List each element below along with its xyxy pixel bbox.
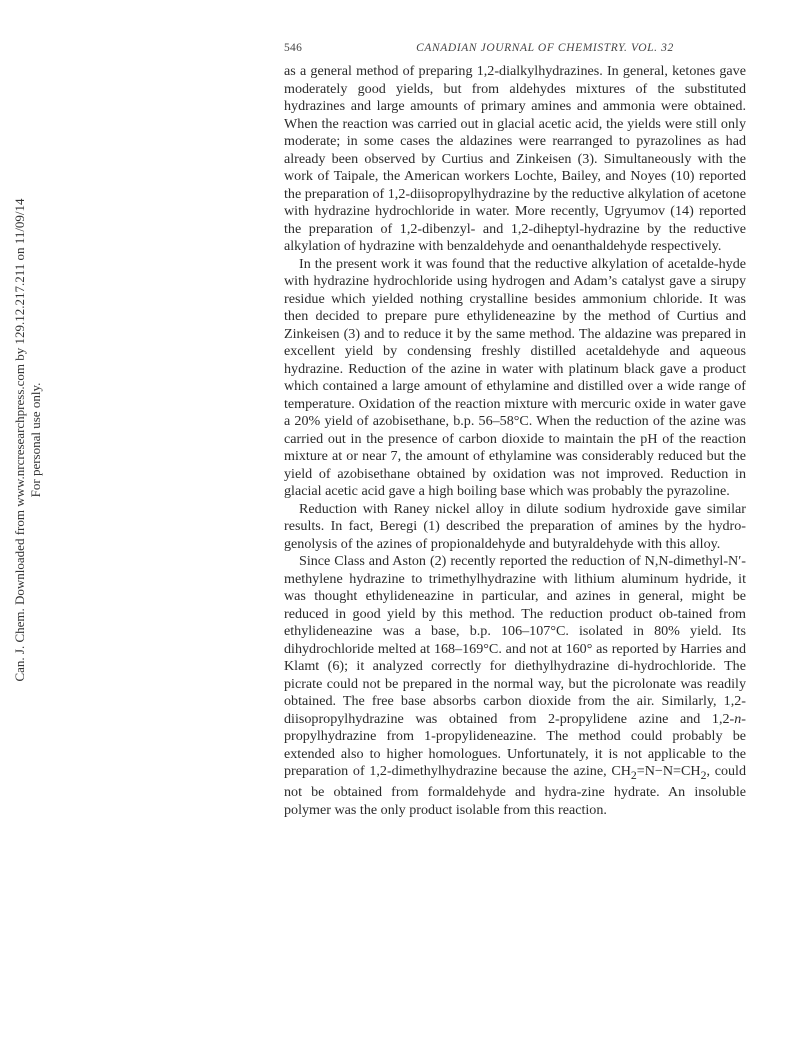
article-body xyxy=(284,63,746,819)
running-title: CANADIAN JOURNAL OF CHEMISTRY. VOL. 32 xyxy=(416,42,674,54)
download-watermark xyxy=(4,198,52,682)
paragraph-3: Reduction with Raney nickel alloy in dilute sodium hydroxide gave similar results. In fact, Beregi (1) described the preparation of amines by the hydro-genolysis of the azines of propionaldehyde and butyraldehyde with this alloy. xyxy=(284,500,746,552)
page-header xyxy=(284,42,746,58)
watermark-line-1: Can. J. Chem. Downloaded from www.nrcresearchpress.com by 129.12.217.211 on 11/09/14 xyxy=(12,198,27,682)
paragraph-2: In the present work it was found that the reductive alkylation of acetalde-hyde with hydrazine hydrochloride using hydrogen and Adam’s catalyst gave a sirupy residue which yielded nothing crystalline besides ammonium chloride. It was then decided to prepare pure ethylideneazine by the method of Curtius and Zinkeisen (3) and to reduce it by the same method. The aldazine was prepared in excellent yield by condensing freshly distilled acetaldehyde and aqueous hydrazine. Reduction of the azine in water with platinum black gave a product which contained a large amount of ethylamine and distilled over a wide range of temperature. Oxidation of the reaction mixture with mercuric oxide in water gave a 20% yield of azobisethane, b.p. 56–58°C. When the reduction of the azine was carried out in the presence of carbon dioxide to maintain the pH of the reaction mixture at or near 7, the amount of ethylamine was considerably reduced but the yield of azobisethane obtained by oxidation was not improved. Reduction in glacial acetic acid gave a high boiling base which was probably the pyrazoline. xyxy=(284,255,746,499)
paragraph-1: as a general method of preparing 1,2-dialkylhydrazines. In general, ketones gave moderately good yields, but from aldehydes mixtures of the substituted hydrazines and large amounts of primary amines and ammonia were obtained. When the reaction was carried out in glacial acetic acid, the yields were still only moderate; in some cases the aldazines were rearranged to pyrazolines as had already been observed by Curtius and Zinkeisen (3). Simultaneously with the work of Taipale, the American workers Lochte, Bailey, and Noyes (10) reported the preparation of 1,2-diisopropylhydrazine by the reductive alkylation of acetone with hydrazine hydrochloride in water. More recently, Ugryumov (14) reported the preparation of 1,2-dibenzyl- and 1,2-diheptyl-hydrazine by the reductive alkylation of hydrazine with benzaldehyde and oenanthaldehyde respectively. xyxy=(284,63,746,254)
paragraph-4: Since Class and Aston (2) recently reported the reduction of N,N-dimethyl-N′-methylene hydrazine to trimethylhydrazine with lithium aluminum hydride, it was thought ethylideneazine in particular, and azines in general, might be reduced in good yield by this method. The reduction product ob-tained from ethylideneazine was a base, b.p. 106–107°C. isolated in 80% yield. Its dihydrochloride melted at 168–169°C. and not at 160° as reported by Harries and Klamt (6); it analyzed correctly for diethylhydrazine di-hydrochloride. The picrate could not be prepared in the normal way, but the picrolonate was readily obtained. The free base absorbs carbon dioxide from the air. Similarly, 1,2-diisopropylhydrazine was obtained from 2-propylidene azine and 1,2-n-propylhydrazine from 1-propylideneazine. The method could probably be extended also to higher homologues. Unfortunately, it is not applicable to the preparation of 1,2-dimethylhydrazine because the azine, $CH_2=N-N=CH_2$, could not be obtained from formaldehyde and hydra-zine hydrate. An insoluble polymer was the only product isolable from this reaction. xyxy=(284,553,746,818)
page-number: 546 xyxy=(284,42,303,54)
watermark-line-2: For personal use only. xyxy=(28,382,43,498)
